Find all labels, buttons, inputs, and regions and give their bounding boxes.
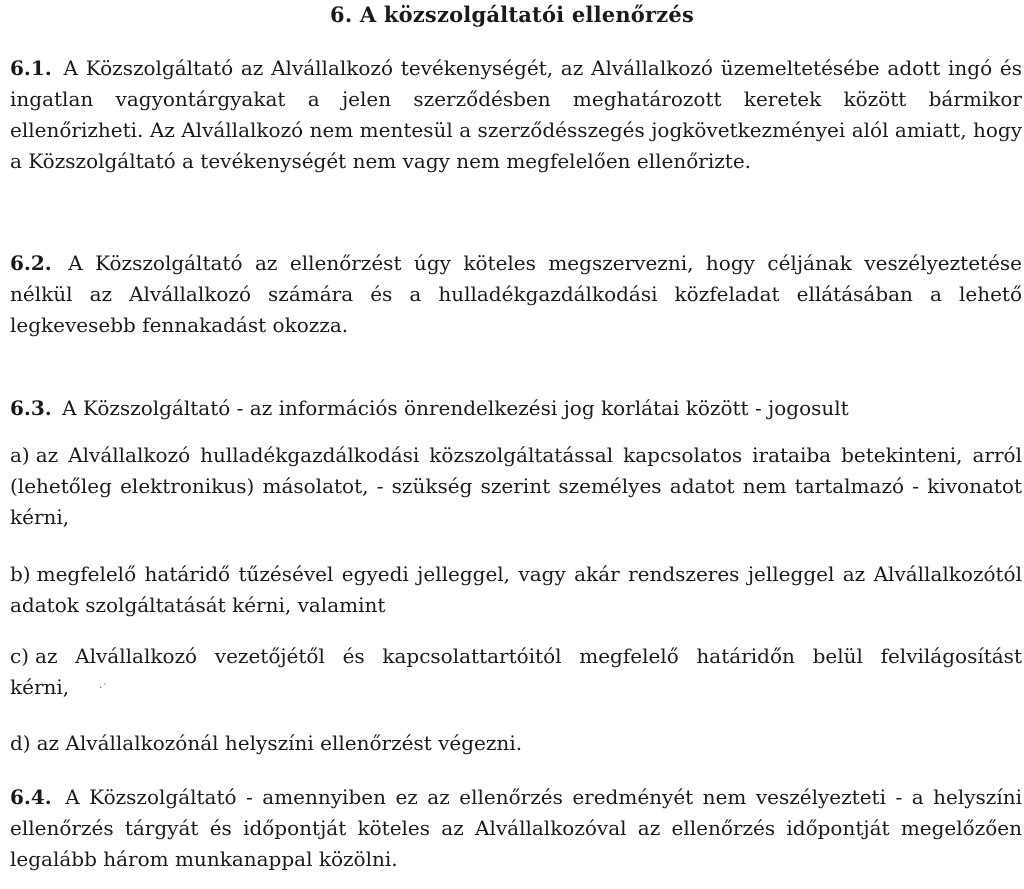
section-title: 6. A közszolgáltatói ellenőrzés bbox=[330, 2, 694, 27]
list-item-text: az Alvállalkozó hulladékgazdálkodási közszolgáltatással kapcsolatos irataiba betekinteni, arról (lehetőleg elektronikus) másolatot, - szükség szerint személyes adatot nem tartalmazó - kivonatot kérni, bbox=[10, 443, 1022, 529]
list-item-a bbox=[10, 440, 1022, 533]
list-item-label: c) bbox=[10, 644, 30, 668]
paragraph-number: 6.4. bbox=[10, 785, 52, 809]
list-item-d bbox=[10, 728, 1022, 759]
paragraph-text: A Közszolgáltató - az információs önrendelkezési jog korlátai között - jogosult bbox=[62, 396, 849, 420]
list-item-text: az Alvállalkozónál helyszíni ellenőrzést végezni. bbox=[36, 731, 523, 755]
list-item-label: a) bbox=[10, 443, 30, 467]
paragraph-6-1 bbox=[10, 53, 1022, 177]
list-item-text: az Alvállalkozó vezetőjétől és kapcsolattartóitól megfelelő határidőn belül felvilágosítást kérni, bbox=[10, 644, 1022, 699]
list-item-c bbox=[10, 641, 1022, 704]
scan-artifact: ·˙ bbox=[99, 683, 108, 694]
paragraph-6-2 bbox=[10, 248, 1022, 341]
paragraph-6-4 bbox=[10, 782, 1022, 875]
paragraph-number: 6.1. bbox=[10, 56, 52, 80]
list-item-label: d) bbox=[10, 731, 31, 755]
list-item-text: megfelelő határidő tűzésével egyedi jelleggel, vagy akár rendszeres jelleggel az Alvállalkozótól adatok szolgáltatását kérni, valamint bbox=[10, 562, 1022, 617]
paragraph-text: A Közszolgáltató az Alvállalkozó tevékenységét, az Alvállalkozó üzemeltetésébe adott ingó és ingatlan vagyontárgyakat a jelen szerződésben meghatározott keretek között bármikor ellenőrizheti. Az Alvállalkozó nem mentesül a szerződésszegés jogkövetkezményei alól amiatt, hogy a Közszolgáltató a tevékenységét nem vagy nem megfelelően ellenőrizte. bbox=[10, 56, 1022, 173]
paragraph-number: 6.2. bbox=[10, 251, 52, 275]
list-item-b bbox=[10, 559, 1022, 621]
paragraph-6-3 bbox=[10, 393, 1022, 424]
paragraph-number: 6.3. bbox=[10, 396, 52, 420]
list-item-label: b) bbox=[10, 562, 31, 586]
paragraph-text: A Közszolgáltató az ellenőrzést úgy köteles megszervezni, hogy céljának veszélyeztetése nélkül az Alvállalkozó számára és a hulladékgazdálkodási közfeladat ellátásában a lehető legkevesebb fennakadást okozza. bbox=[10, 251, 1022, 337]
paragraph-text: A Közszolgáltató - amennyiben ez az ellenőrzés eredményét nem veszélyezteti - a helyszíni ellenőrzés tárgyát és időpontját köteles az Alvállalkozóval az ellenőrzés időpontját megelőzően legalább három munkanappal közölni. bbox=[10, 785, 1022, 871]
